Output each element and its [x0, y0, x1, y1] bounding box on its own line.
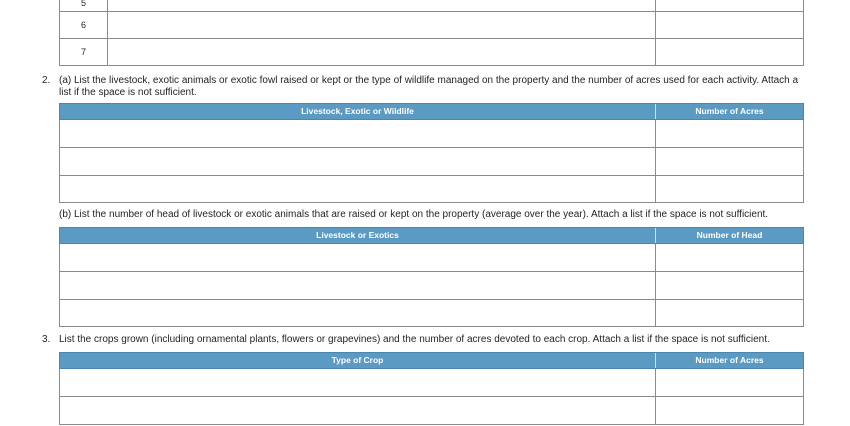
continuation-table — [59, 0, 804, 66]
value-input[interactable] — [656, 39, 803, 65]
acres-input[interactable] — [656, 176, 803, 202]
head-count-input[interactable] — [656, 272, 803, 299]
column-header-number-of-acres: Number of Acres — [655, 353, 803, 368]
livestock-input[interactable] — [60, 148, 655, 175]
row-number-cell — [60, 39, 108, 65]
column-header-number-of-acres: Number of Acres — [655, 104, 803, 119]
row-number-cell — [60, 0, 108, 11]
table-row — [59, 369, 804, 397]
question-2a-text: (a) List the livestock, exotic animals or exotic fowl raised or kept or the type of wildlife managed on the property and the number of acres used for each activity. Attach a list if the space is not sufficient. — [59, 75, 799, 98]
description-input[interactable] — [108, 12, 655, 38]
row-number-cell — [60, 12, 108, 38]
column-header-type-of-crop: Type of Crop — [331, 355, 384, 365]
crop-input[interactable] — [60, 397, 655, 424]
acres-input[interactable] — [656, 148, 803, 175]
table-row — [59, 148, 804, 176]
livestock-input[interactable] — [60, 300, 655, 326]
table-row — [59, 272, 804, 300]
livestock-head-table — [59, 227, 804, 327]
question-3-text: List the crops grown (including ornamental plants, flowers or grapevines) and the number of acres devoted to each crop. Attach a list if the space is not sufficient. — [59, 334, 770, 345]
row-number: 5 — [80, 0, 86, 8]
table-header — [59, 103, 804, 120]
acres-input[interactable] — [656, 369, 803, 396]
head-count-input[interactable] — [656, 244, 803, 271]
question-2b-text: (b) List the number of head of livestock or exotic animals that are raised or kept on the property (average over the year). Attach a list if the space is not sufficient. — [59, 209, 769, 220]
table-row — [59, 0, 804, 12]
question-2-number: 2. — [42, 75, 51, 86]
table-header — [59, 352, 804, 369]
row-number: 6 — [80, 20, 86, 30]
table-row — [59, 176, 804, 203]
row-number: 7 — [80, 47, 86, 57]
table-row — [59, 397, 804, 425]
acres-input[interactable] — [656, 120, 803, 147]
column-header-livestock-or-exotics: Livestock or Exotics — [316, 230, 399, 240]
question-3-number: 3. — [42, 334, 51, 345]
livestock-input[interactable] — [60, 120, 655, 147]
acres-input[interactable] — [656, 397, 803, 424]
description-input[interactable] — [108, 0, 655, 11]
table-row — [59, 120, 804, 148]
livestock-acres-table — [59, 103, 804, 203]
value-input[interactable] — [656, 0, 803, 11]
crop-input[interactable] — [60, 369, 655, 396]
table-row — [59, 12, 804, 39]
table-header — [59, 227, 804, 244]
table-row — [59, 39, 804, 66]
column-header-number-of-head: Number of Head — [655, 228, 803, 243]
crops-table — [59, 352, 804, 425]
livestock-input[interactable] — [60, 244, 655, 271]
table-row — [59, 300, 804, 327]
value-input[interactable] — [656, 12, 803, 38]
description-input[interactable] — [108, 39, 655, 65]
table-row — [59, 244, 804, 272]
livestock-input[interactable] — [60, 176, 655, 202]
column-header-livestock-exotic-wildlife: Livestock, Exotic or Wildlife — [301, 106, 414, 116]
livestock-input[interactable] — [60, 272, 655, 299]
head-count-input[interactable] — [656, 300, 803, 326]
